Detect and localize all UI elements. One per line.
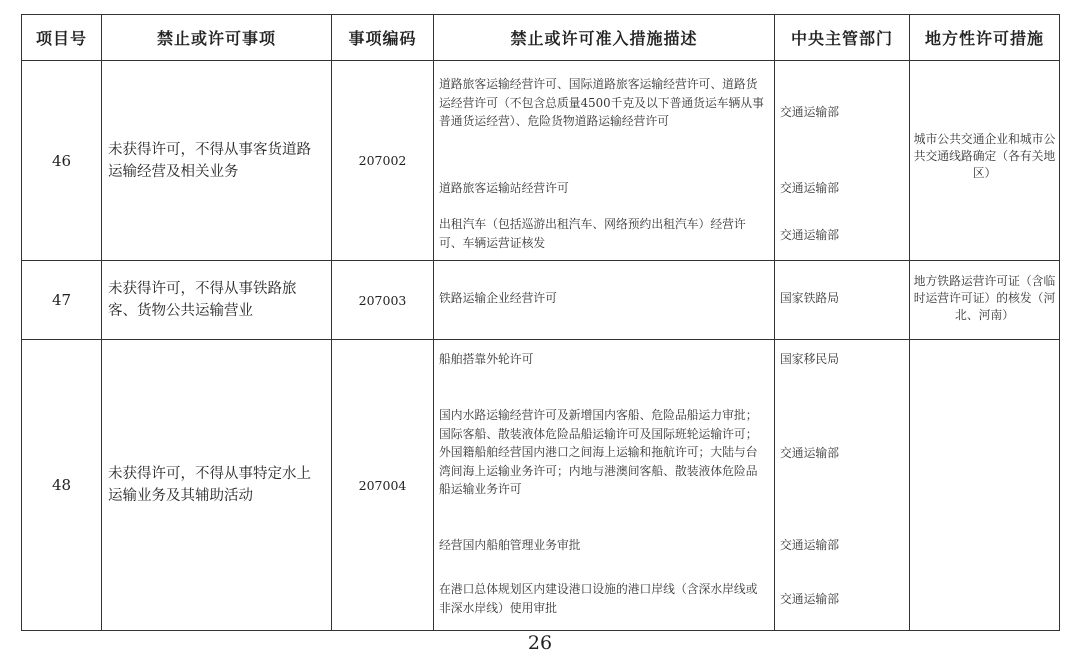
matter-text: 未获得许可，不得从事特定水上运输业务及其辅助活动 [108, 466, 311, 504]
measure-description: 在港口总体规划区内建设港口设施的港口岸线（含深水岸线或非深水岸线）使用审批 [439, 582, 758, 615]
item-number: 47 [51, 291, 72, 309]
department-name: 交通运输部 [780, 446, 839, 460]
measure-description: 道路旅客运输站经营许可 [439, 181, 569, 195]
measure-description: 出租汽车（包括巡游出租汽车、网络预约出租汽车）经营许可、车辆运营证核发 [439, 217, 746, 250]
matter-code: 207004 [358, 477, 407, 493]
code-cell [332, 61, 434, 261]
item-number: 46 [51, 151, 72, 170]
department-cell [775, 340, 910, 631]
page-number: 26 [527, 632, 553, 654]
code-cell [332, 340, 434, 631]
item-number-cell [22, 261, 102, 340]
measure-description: 经营国内船舶管理业务审批 [439, 538, 581, 552]
header-code: 事项编码 [332, 15, 434, 61]
header-matter: 禁止或许可事项 [102, 15, 332, 61]
department-name: 国家铁路局 [780, 291, 839, 305]
description-cell [434, 340, 775, 631]
matter-cell [102, 61, 332, 261]
department-name: 交通运输部 [780, 592, 839, 606]
description-cell [434, 261, 775, 340]
department-name: 交通运输部 [780, 105, 839, 119]
department-name: 国家移民局 [780, 352, 839, 366]
local-measure-cell [910, 61, 1060, 261]
table-row [22, 261, 1060, 340]
measure-description: 国内水路运输经营许可及新增国内客船、危险品船运力审批；国际客船、散装液体危险品船运输许可及国际班轮运输许可；外国籍船舶经营国内港口之间海上运输和拖航许可；大陆与台湾间海上运输业务许可；内地与港澳间客船、散装液体危险品船运输业务许可 [439, 408, 758, 496]
department-cell [775, 261, 910, 340]
description-cell [434, 61, 775, 261]
matter-cell [102, 340, 332, 631]
department-name: 交通运输部 [780, 181, 839, 195]
header-description: 禁止或许可准入措施描述 [434, 15, 775, 61]
code-cell [332, 261, 434, 340]
matter-text: 未获得许可，不得从事客货道路运输经营及相关业务 [108, 141, 311, 180]
market-access-table [21, 14, 1060, 631]
matter-cell [102, 261, 332, 340]
measure-description: 道路旅客运输经营许可、国际道路旅客运输经营许可、道路货运经营许可（不包含总质量4500千克及以下普通货运车辆从事普通货运经营）、危险货物道路运输经营许可 [439, 77, 764, 128]
header-row [22, 15, 1060, 61]
department-cell [775, 61, 910, 261]
matter-code: 207003 [358, 292, 407, 308]
department-name: 交通运输部 [780, 538, 839, 552]
item-number-cell [22, 340, 102, 631]
table-row [22, 61, 1060, 261]
header-department: 中央主管部门 [775, 15, 910, 61]
table-row [22, 340, 1060, 631]
item-number: 48 [51, 476, 72, 494]
matter-text: 未获得许可，不得从事铁路旅客、货物公共运输营业 [108, 281, 297, 319]
department-name: 交通运输部 [780, 228, 839, 242]
local-measure-cell [910, 261, 1060, 340]
header-local-measure: 地方性许可措施 [910, 15, 1060, 61]
local-measure: 地方铁路运营许可证（含临时运营许可证）的核发（河北、河南） [913, 274, 1056, 322]
local-measure-cell [910, 340, 1060, 631]
item-number-cell [22, 61, 102, 261]
header-item-no: 项目号 [22, 15, 102, 61]
local-measure: 城市公共交通企业和城市公共交通线路确定（各有关地区） [913, 132, 1056, 180]
measure-description: 铁路运输企业经营许可 [439, 291, 557, 305]
matter-code: 207002 [358, 153, 407, 168]
measure-description: 船舶搭靠外轮许可 [439, 352, 534, 366]
